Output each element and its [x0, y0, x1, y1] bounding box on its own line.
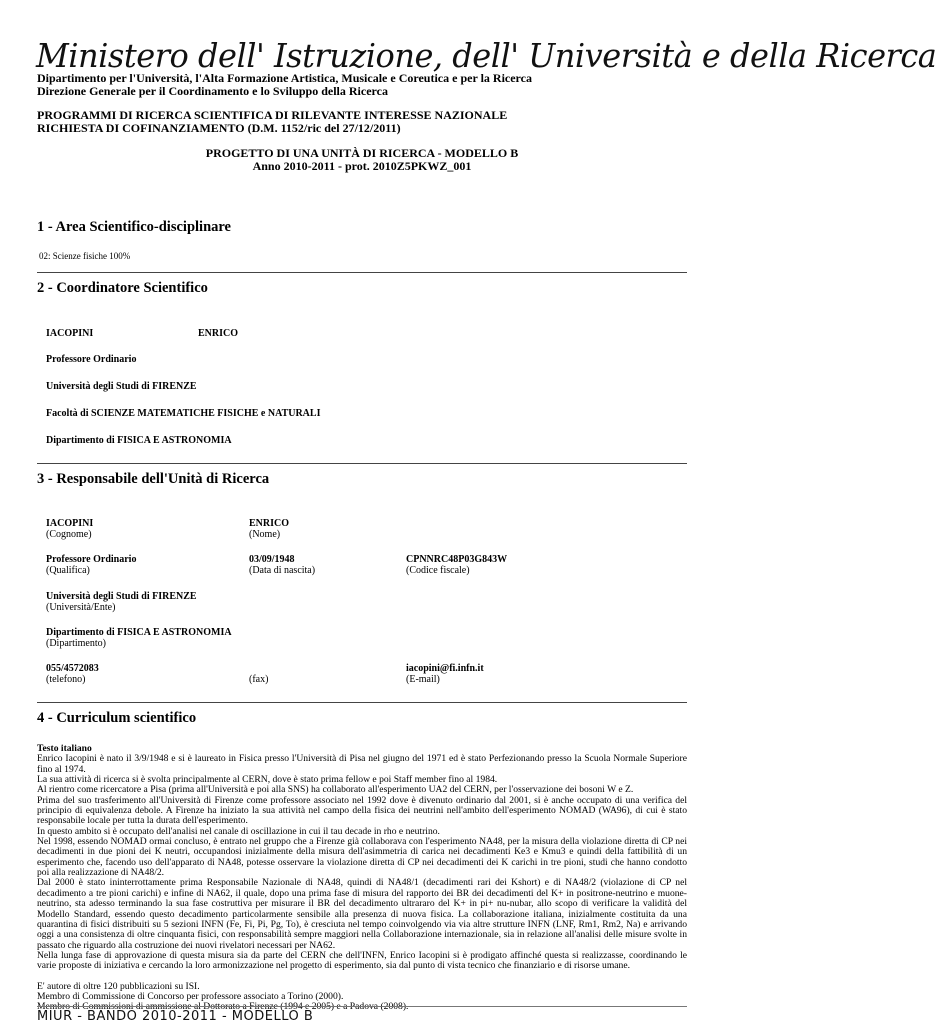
coord-universita: Università degli Studi di FIRENZE [46, 381, 197, 392]
resp-dipartimento-caption: (Dipartimento) [46, 638, 106, 649]
resp-qualifica [46, 554, 136, 576]
cv-paragraph: Enrico Iacopini è nato il 3/9/1948 e si è laureato in Fisica presso l'Università di Pisa nel giugno del 1971 ed è stato Perfezionando presso la Scuola Normale Superiore fino al 1974. [37, 753, 687, 775]
cv-paragraph: Al rientro come ricercatore a Pisa (prima all'Università e poi alla SNS) ha collaborato all'esperimento UA2 del CERN, per l'osservazione dei bosoni W e Z. [37, 784, 634, 796]
resp-fax-caption: (fax) [249, 674, 269, 685]
resp-surname-caption: (Cognome) [46, 529, 92, 540]
cv-paragraph: Membro di Commissione di Concorso per professore associato a Torino (2000). [37, 990, 344, 1002]
section-3-heading: 3 - Responsabile dell'Unità di Ricerca [37, 471, 270, 487]
divider [37, 463, 687, 464]
resp-cf-caption: (Codice fiscale) [406, 565, 470, 576]
department-header [37, 72, 532, 98]
cv-paragraph: Dal 2000 è stato ininterrottamente prima Responsabile Nazionale di NA48, quindi di NA48/1 (decadimenti rari dei Kshort) e di NA48/2 (violazione di CP nel decadimento a tre pioni carichi) e infine di NA62, il quale, dopo una prima fase di misura del rapporto dei BR dei decadimenti del K+ in positrone-neutrino e muone-neutrino, sta adesso terminando la sua fase costruttiva per misurare il BR del decadimento ultrararo del K+ in pi+ nu-nubar, allo scopo di verificare la validità del Modello Standard, essendo questo decadimento particolarmente sensibile alla presenza di nuova fisica. La collaborazione italiana, inizialmente costituita da una quarantina di fisici distribuiti su 5 sezioni INFN (Fe, Fi, Pi, Pg, To), è cresciuta nel tempo coinvolgendo via via altre strutture INFN (LNF, Rm1, Rm2, Na) e arrivando oggi a una consistenza di oltre cinquanta fisici, con responsabilità sempre maggiori nella Collaborazione internazionale, sia in relazione all'analisi delle misure svolte in passato che riguardo alla costruzione dei nuovi rivelatori necessari per NA62. [37, 877, 687, 951]
resp-name [249, 518, 289, 540]
section-1-heading: 1 - Area Scientifico-disciplinare [37, 219, 231, 235]
curriculum-text [37, 744, 687, 1013]
program-header [37, 109, 507, 135]
resp-universita [46, 591, 197, 613]
cv-paragraph: Membro di Commissioni di ammissione al Dottorato a Firenze (1994 e 2005) e a Padova (2008). [37, 1001, 409, 1013]
resp-telefono-value: 055/4572083 [46, 663, 99, 674]
resp-dipartimento [46, 627, 232, 649]
resp-fax [249, 674, 268, 685]
project-header [0, 147, 724, 173]
ministry-logo-text: Ministero dell' Istruzione, dell' Università e della Ricerca [36, 36, 936, 75]
cv-paragraph: Prima del suo trasferimento all'Università di Firenze come professore associato nel 1992 dove è divenuto ordinario dal 2001, si è anche occupato di una verifica del principio di equivalenza debole. A Firenze ha iniziato la sua attività nel campo della fisica dei neutrini nell'ambito dell'esperimento NOMAD (WA96), di cui è stato responsabile locale per tutta la durata dell'esperimento. [37, 794, 687, 827]
area-value: 02: Scienze fisiche 100% [39, 251, 131, 261]
divider [37, 702, 687, 703]
resp-nascita-caption: (Data di nascita) [249, 565, 316, 576]
divider [37, 272, 687, 273]
footer-divider [37, 1006, 687, 1007]
resp-email [406, 663, 484, 685]
resp-email-value: iacopini@fi.infn.it [406, 663, 484, 674]
resp-cf [406, 554, 507, 576]
curriculum-title: Testo italiano [37, 743, 92, 754]
resp-universita-caption: (Università/Ente) [46, 602, 116, 613]
section-2-heading: 2 - Coordinatore Scientifico [37, 280, 208, 296]
footer-text: MIUR - BANDO 2010-2011 - MODELLO B [37, 1009, 314, 1024]
coord-name: ENRICO [198, 328, 239, 339]
resp-name-caption: (Nome) [249, 529, 281, 540]
resp-nascita-value: 03/09/1948 [249, 554, 295, 565]
resp-universita-value: Università degli Studi di FIRENZE [46, 591, 197, 602]
cv-paragraph: Nella lunga fase di approvazione di questa misura sia da parte del CERN che dell'INFN, Enrico Iacopini si è prodigato affinché questa si realizzasse, coordinando le varie proposte di iniziativa e cercando la loro armonizzazione nel progetto di esperimento, sia dal punto di vista tecnico che finanziario e di risorse umane. [37, 949, 687, 972]
cv-paragraph: Nel 1998, essendo NOMAD ormai concluso, è entrato nel gruppo che a Firenze già collaborava con l'esperimento NA48, per la misura della violazione diretta di CP nei decadimenti in due pioni dei K neutri, occupandosi inizialmente della misura dell'asimmetria di carica nei decadimenti Ke3 e Kmu3 e quindi della fattibilità di un esperimento che, facendo uso dell'apparato di NA48, potesse osservare la violazione diretta di CP nei decadimenti dei K carichi in tre pioni, studi che hanno condotto poi alla realizzazione di NA48/2. [37, 836, 687, 879]
resp-surname-value: IACOPINI [46, 518, 94, 529]
resp-telefono [46, 663, 99, 685]
proj-line-1: PROGETTO DI UNA UNITÀ DI RICERCA - MODELLO B [205, 146, 519, 160]
proj-line-2: Anno 2010-2011 - prot. 2010Z5PKWZ_001 [252, 159, 472, 173]
resp-nascita [249, 554, 315, 576]
resp-telefono-caption: (telefono) [46, 674, 86, 685]
coord-dipartimento: Dipartimento di FISICA E ASTRONOMIA [46, 435, 232, 446]
coord-facolta: Facoltà di SCIENZE MATEMATICHE FISICHE e NATURALI [46, 408, 321, 419]
resp-qualifica-value: Professore Ordinario [46, 554, 137, 565]
coord-surname: IACOPINI [46, 328, 94, 339]
resp-name-value: ENRICO [249, 518, 290, 529]
dept-line-1: Dipartimento per l'Università, l'Alta Formazione Artistica, Musicale e Coreutica e per la Ricerca [37, 71, 532, 85]
prog-line-1: PROGRAMMI DI RICERCA SCIENTIFICA DI RILEVANTE INTERESSE NAZIONALE [37, 108, 508, 122]
cv-paragraph: In questo ambito si è occupato dell'analisi nel canale di oscillazione in cui il tau decade in rho e neutrino. [37, 825, 440, 837]
resp-qualifica-caption: (Qualifica) [46, 565, 90, 576]
resp-email-caption: (E-mail) [406, 674, 440, 685]
prog-line-2: RICHIESTA DI COFINANZIAMENTO (D.M. 1152/ric del 27/12/2011) [37, 121, 401, 135]
coord-qualifica: Professore Ordinario [46, 354, 137, 365]
resp-cf-value: CPNNRC48P03G843W [406, 554, 508, 565]
resp-dipartimento-value: Dipartimento di FISICA E ASTRONOMIA [46, 627, 232, 638]
resp-surname [46, 518, 93, 540]
dept-line-2: Direzione Generale per il Coordinamento e lo Sviluppo della Ricerca [37, 84, 388, 98]
cv-paragraph: E' autore di oltre 120 pubblicazioni su ISI. [37, 980, 200, 992]
cv-paragraph: La sua attività di ricerca si è svolta principalmente al CERN, dove è stato prima fellow e poi Staff member fino al 1984. [37, 774, 498, 786]
section-4-heading: 4 - Curriculum scientifico [37, 710, 197, 726]
